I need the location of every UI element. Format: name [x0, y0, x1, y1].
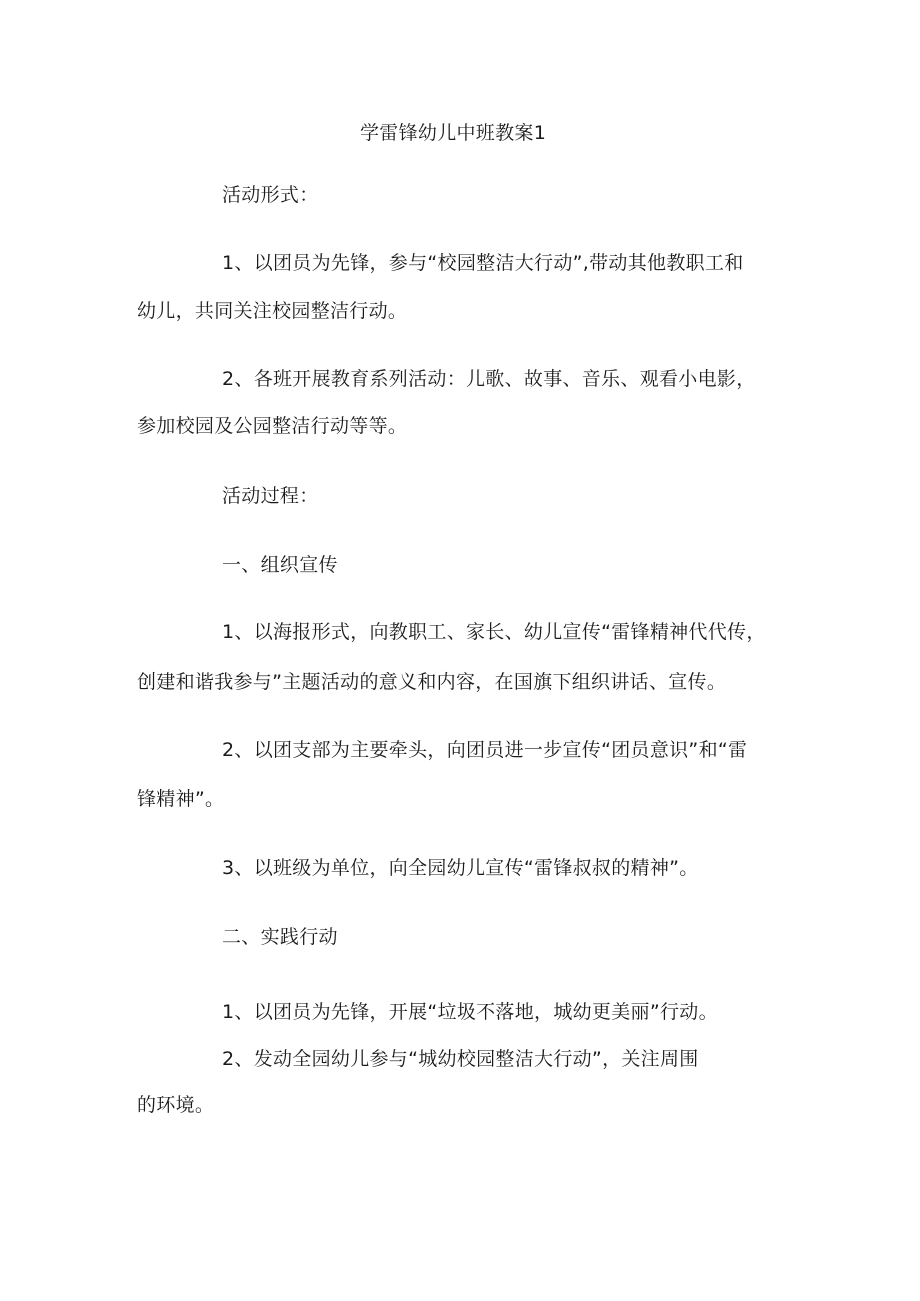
paragraph-line: 1、以团员为先锋，参与“校园整洁大行动”,带动其他教职工和 [222, 252, 744, 274]
document-title: 学雷锋幼儿中班教案1 [360, 122, 547, 144]
part-heading: 二、实践行动 [222, 926, 338, 948]
paragraph-line: 3、以班级为单位，向全园幼儿宣传“雷锋叔叔的精神”。 [222, 857, 699, 879]
paragraph-line: 锋精神”。 [137, 788, 225, 810]
paragraph-line: 2、各班开展教育系列活动：儿歌、故事、音乐、观看小电影， [222, 368, 756, 390]
paragraph-line: 幼儿，共同关注校园整洁行动。 [137, 300, 408, 322]
section-heading-process: 活动过程： [222, 485, 319, 507]
paragraph-line: 2、发动全园幼儿参与“城幼校园整洁大行动”，关注周围 [222, 1048, 699, 1070]
section-heading-form: 活动形式： [222, 184, 319, 206]
paragraph-line: 2、以团支部为主要牵头，向团员进一步宣传“团员意识”和“雷 [222, 739, 748, 761]
paragraph-line: 创建和谐我参与”主题活动的意义和内容，在国旗下组织讲话、宣传。 [137, 671, 727, 693]
paragraph-line: 1、以海报形式，向教职工、家长、幼儿宣传“雷锋精神代代传， [222, 621, 766, 643]
paragraph-line: 参加校园及公园整洁行动等等。 [137, 415, 408, 437]
paragraph-line: 的环境。 [137, 1094, 215, 1116]
part-heading: 一、组织宣传 [222, 554, 338, 576]
paragraph-line: 1、以团员为先锋，开展“垃圾不落地，城幼更美丽”行动。 [222, 1001, 718, 1023]
